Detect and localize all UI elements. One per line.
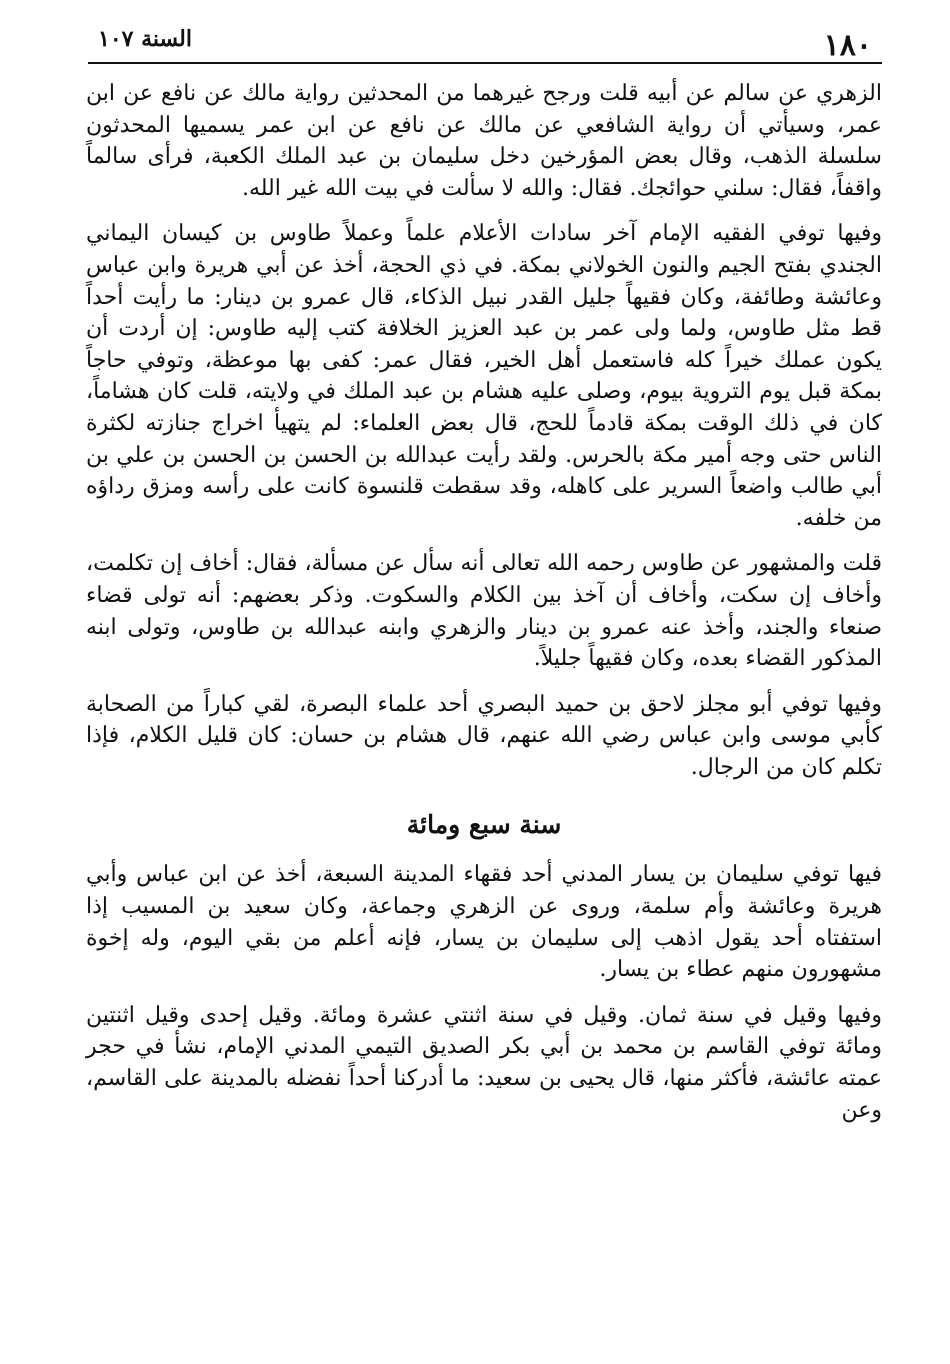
page-header xyxy=(88,22,882,64)
running-head: السنة ١٠٧ xyxy=(98,26,192,52)
paragraph: وفيها توفي الفقيه الإمام آخر سادات الأعلام علماً وعملاً طاوس بن كيسان اليماني الجندي بفتح الجيم والنون الخولاني بمكة. في ذي الحجة، أخذ عن أبي هريرة وابن عباس وعائشة وطائفة، وكان فقيهاً جليل القدر نبيل الذكاء، قال عمرو بن دينار: ما رأيت أحداً قط مثل طاوس، ولما ولى عمر بن عبد العزيز الخلافة كتب إليه طاوس: إن أردت أن يكون عملك خيراً كله فاستعمل أهل الخير، فقال عمر: كفى بها موعظة، وتوفي حاجاً بمكة قبل يوم التروية بيوم، وصلى عليه هشام بن عبد الملك في ولايته، قلت كان هشاماً، كان في ذلك الوقت بمكة قادماً للحج، قال بعض العلماء: لم يتهيأ اخراج جنازته لكثرة الناس حتى وجه أمير مكة بالحرس. ولقد رأيت عبدالله بن الحسن بن الحسن بن علي بن أبي طالب واضعاً السرير على كاهله، وقد سقطت قلنسوة كانت على رأسه ومزق رداؤه من خلفه. xyxy=(86,221,882,531)
paragraph: قلت والمشهور عن طاوس رحمه الله تعالى أنه سأل عن مسألة، فقال: أخاف إن تكلمت، وأخاف إن سكت، وأخاف أن آخذ بين الكلام والسكوت. وذكر بعضهم: أنه تولى قضاء صنعاء والجند، وأخذ عنه عمرو بن دينار والزهري وابنه عبدالله بن طاوس، وتولى ابنه المذكور القضاء بعده، وكان فقيهاً جليلاً. xyxy=(86,551,882,672)
page-number: ١٨٠ xyxy=(823,28,872,63)
section-title: سنة سبع ومائة xyxy=(406,810,562,840)
paragraph: فيها توفي سليمان بن يسار المدني أحد فقهاء المدينة السبعة، أخذ عن ابن عباس وأبي هريرة وعائشة وأم سلمة، وروى عن الزهري وجماعة، وكان سعيد بن المسيب إذا استفتاه أحد يقول اذهب إلى سليمان بن يسار، فإنه أعلم من بقي اليوم، وله إخوة مشهورون منهم عطاء بن يسار. xyxy=(86,862,882,983)
paragraph: وفيها وقيل في سنة ثمان. وقيل في سنة اثنتي عشرة ومائة. وقيل إحدى وقيل اثنتين ومائة توفي القاسم بن محمد بن أبي بكر الصديق التيمي المدني الإمام، نشأ في حجر عمته عائشة، فأكثر منها، قال يحيى بن سعيد: ما أدركنا أحداً نفضله بالمدينة على القاسم، وعن xyxy=(86,1002,882,1123)
paragraph: الزهري عن سالم عن أبيه قلت ورجح غيرهما من المحدثين رواية مالك عن نافع عن ابن عمر، وسيأتي أن رواية الشافعي عن مالك عن نافع عن ابن عمر يسميها المحدثون سلسلة الذهب، وقال بعض المؤرخين دخل سليمان بن عبد الملك الكعبة، فرأى سالماً واقفاً، فقال: سلني حوائجك. فقال: والله لا سألت في بيت الله غير الله. xyxy=(86,81,882,201)
paragraph: وفيها توفي أبو مجلز لاحق بن حميد البصري أحد علماء البصرة، لقي كباراً من الصحابة كأبي موسى وابن عباس رضي الله عنهم، قال هشام بن حسان: كان قليل الكلام، فإذا تكلم كان من الرجال. xyxy=(86,691,882,780)
page-body xyxy=(86,78,882,1140)
